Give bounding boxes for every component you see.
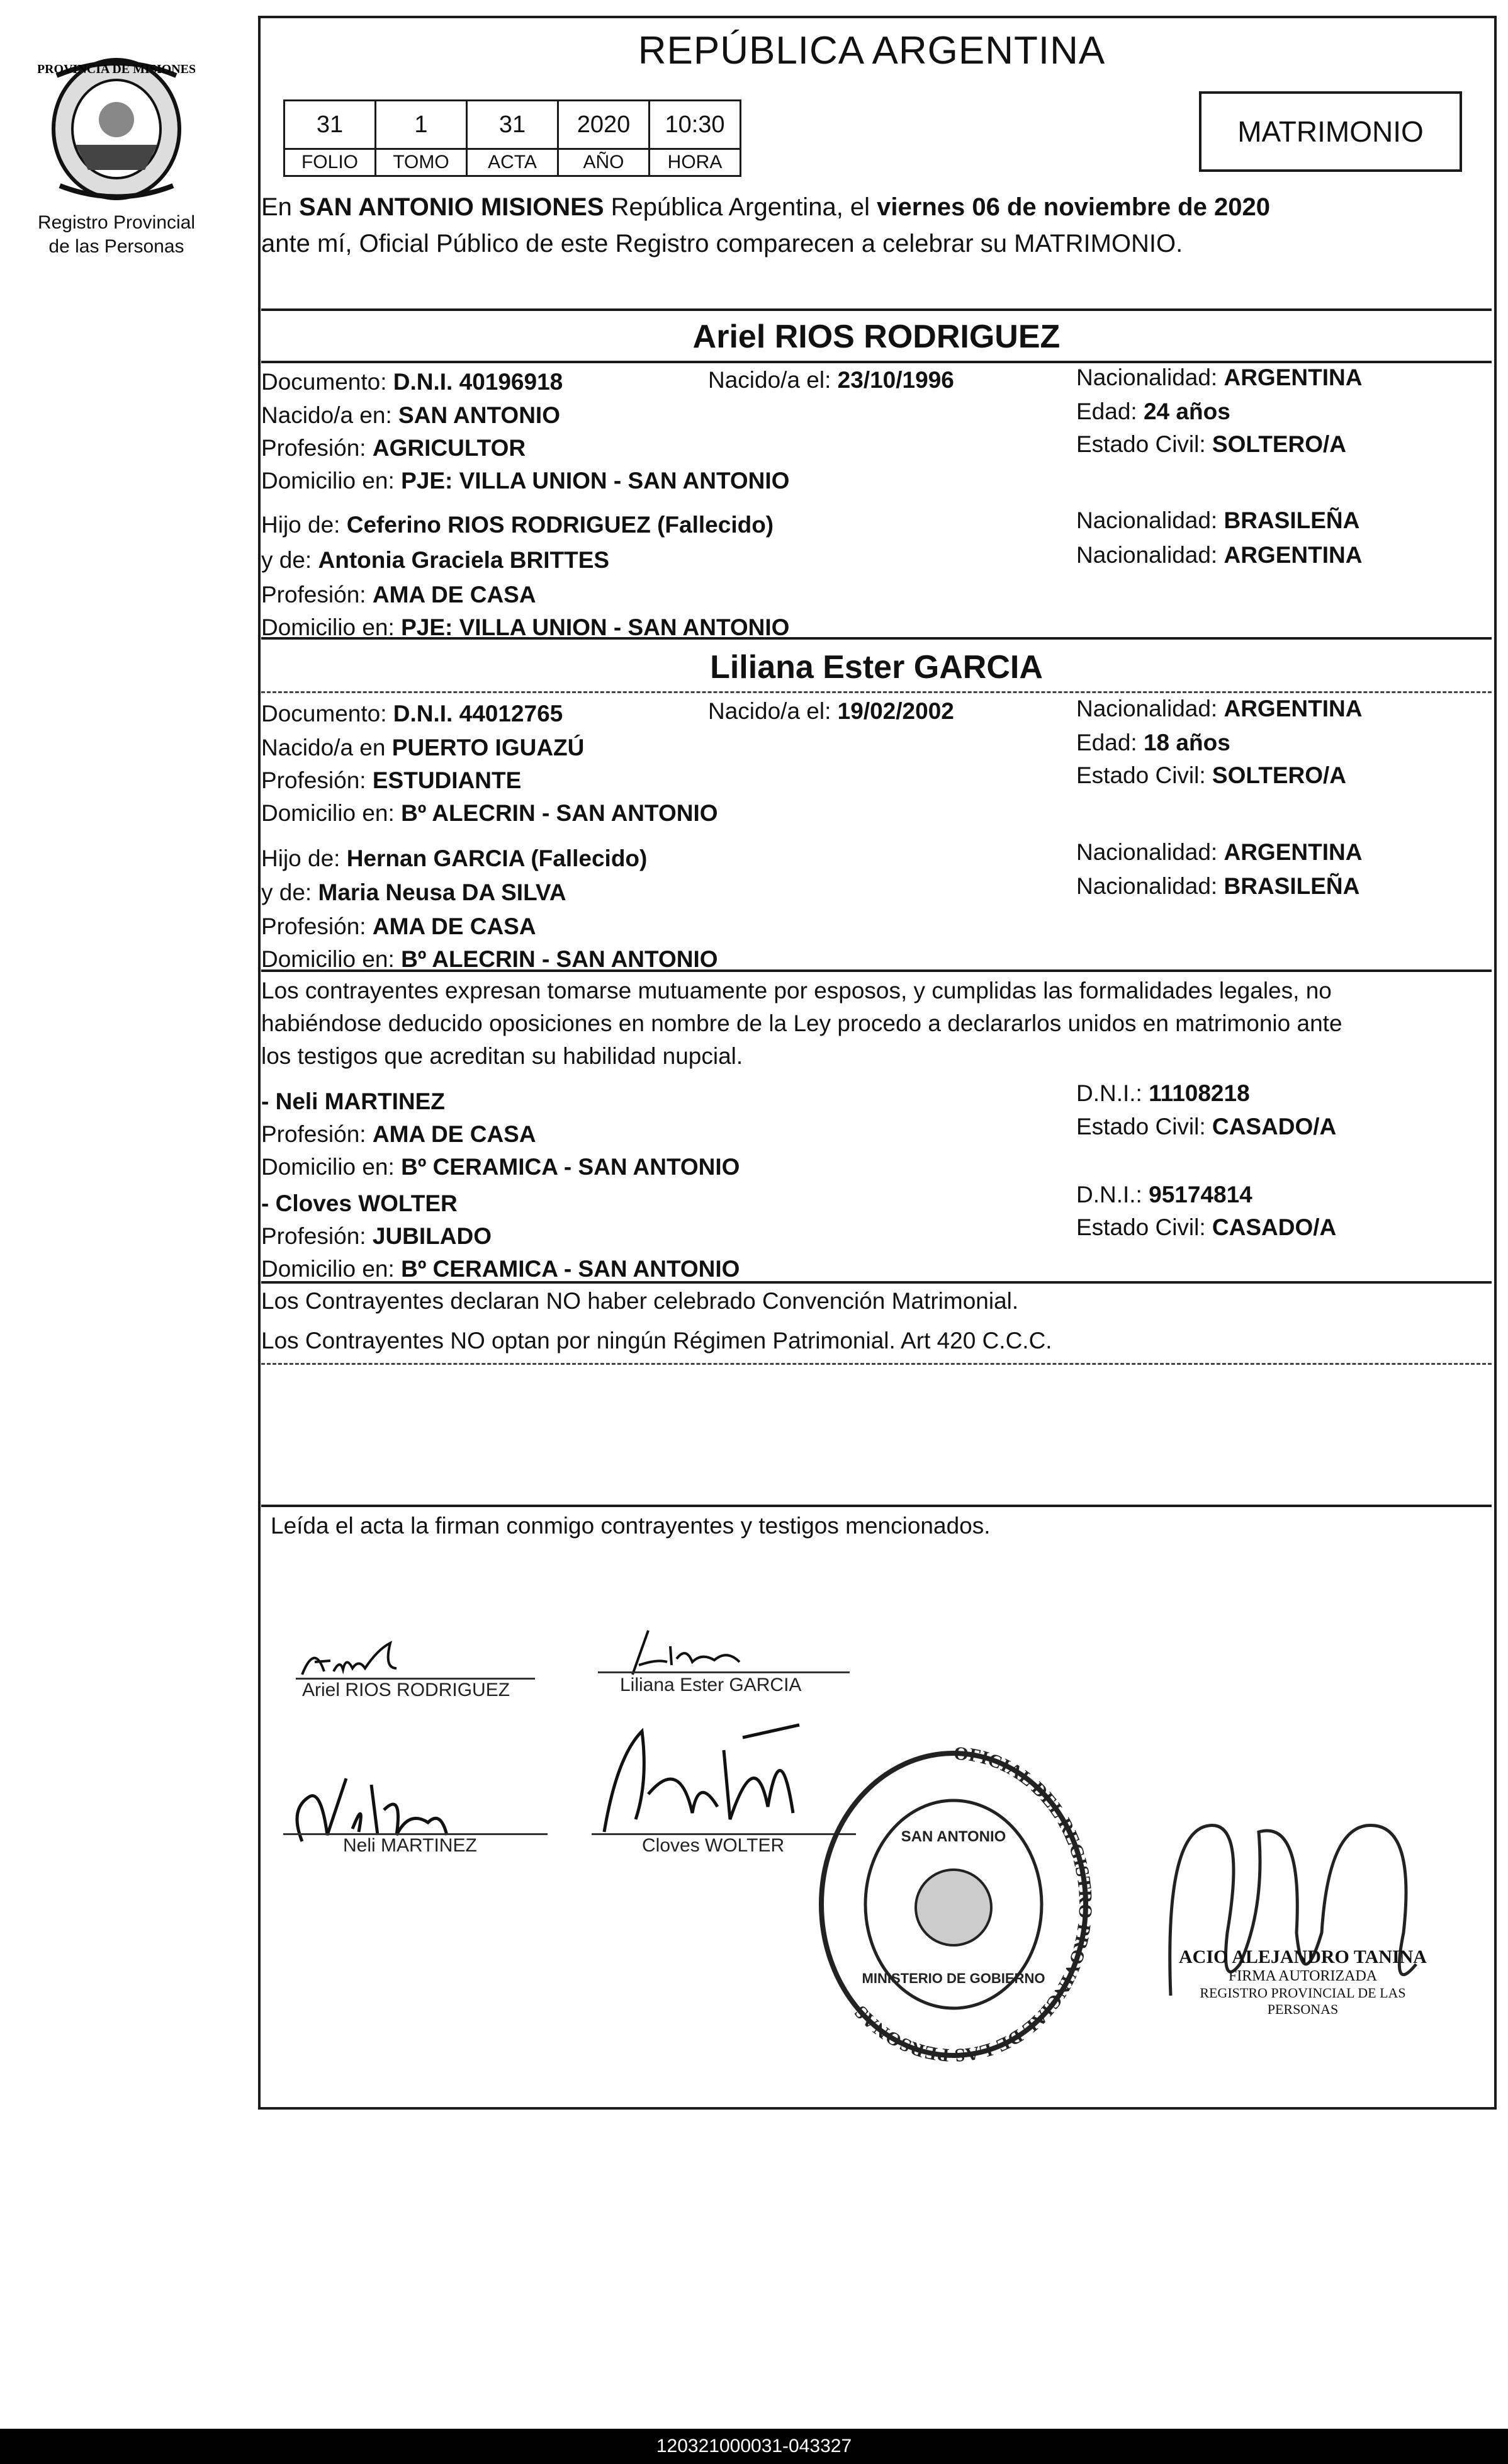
spouse1-mother-nationality: Nacionalidad: ARGENTINA bbox=[1076, 542, 1363, 568]
anio-value: 2020 bbox=[558, 101, 650, 149]
divider bbox=[261, 1505, 1492, 1507]
registry-logo bbox=[25, 50, 208, 259]
spouse2-age: Edad: 18 años bbox=[1076, 730, 1230, 755]
spouse1-documento: Documento: D.N.I. 40196918 bbox=[261, 369, 563, 395]
acta-value: 31 bbox=[467, 101, 558, 149]
spouse1-birthplace: Nacido/a en: SAN ANTONIO bbox=[261, 402, 560, 428]
intro-date: viernes 06 de noviembre de 2020 bbox=[877, 193, 1270, 221]
spouse1-birthdate: Nacido/a el: 23/10/1996 bbox=[708, 367, 954, 393]
closing-statement: Leída el acta la firman conmigo contrayentes y testigos mencionados. bbox=[271, 1513, 991, 1539]
divider bbox=[261, 308, 1492, 311]
witness2-name: - Cloves WOLTER bbox=[261, 1190, 458, 1216]
signature-name-neli: Neli MARTINEZ bbox=[343, 1835, 477, 1856]
acta-label: ACTA bbox=[467, 149, 558, 176]
spouse1-father-nationality: Nacionalidad: BRASILEÑA bbox=[1076, 507, 1360, 533]
spouse1-profession: Profesión: AGRICULTOR bbox=[261, 435, 526, 461]
spouse2-birthplace: Nacido/a en PUERTO IGUAZÚ bbox=[261, 735, 585, 760]
stamp-inner-text: SAN ANTONIO bbox=[901, 1828, 1006, 1845]
anio-label: AÑO bbox=[558, 149, 650, 176]
spouse2-father-nationality: Nacionalidad: ARGENTINA bbox=[1076, 839, 1363, 865]
divider bbox=[261, 1281, 1492, 1284]
witness1-civil-status: Estado Civil: CASADO/A bbox=[1076, 1114, 1337, 1139]
witness1-address: Domicilio en: Bº CERAMICA - SAN ANTONIO bbox=[261, 1154, 740, 1180]
folio-label: FOLIO bbox=[284, 149, 376, 176]
registry-name-line2: de las Personas bbox=[48, 236, 184, 257]
signature-name-ariel: Ariel RIOS RODRIGUEZ bbox=[302, 1680, 510, 1700]
spouse2-name: Liliana Ester GARCIA bbox=[710, 649, 1043, 686]
stamp-ministry-text: MINISTERIO DE GOBIERNO bbox=[862, 1970, 1045, 1986]
spouse2-birthdate: Nacido/a el: 19/02/2002 bbox=[708, 698, 954, 724]
spouse1-mother: y de: Antonia Graciela BRITTES bbox=[261, 547, 610, 573]
spouse2-profession: Profesión: ESTUDIANTE bbox=[261, 767, 522, 793]
signature-name-liliana: Liliana Ester GARCIA bbox=[620, 1675, 802, 1695]
signature-cloves-icon bbox=[592, 1719, 824, 1838]
spouse1-civil-status: Estado Civil: SOLTERO/A bbox=[1076, 431, 1347, 457]
spouse2-mother: y de: Maria Neusa DA SILVA bbox=[261, 879, 566, 905]
tomo-label: TOMO bbox=[376, 149, 467, 176]
witness2-civil-status: Estado Civil: CASADO/A bbox=[1076, 1214, 1337, 1240]
spouse2-address: Domicilio en: Bº ALECRIN - SAN ANTONIO bbox=[261, 800, 718, 826]
spouse1-parents-profession: Profesión: AMA DE CASA bbox=[261, 582, 536, 608]
spouse2-documento: Documento: D.N.I. 44012765 bbox=[261, 701, 563, 726]
spouse1-name: Ariel RIOS RODRIGUEZ bbox=[692, 319, 1061, 355]
witness1-name: - Neli MARTINEZ bbox=[261, 1088, 445, 1114]
witness1-dni: D.N.I.: 11108218 bbox=[1076, 1080, 1250, 1106]
page-title: REPÚBLICA ARGENTINA bbox=[638, 29, 1106, 72]
tomo-value: 1 bbox=[376, 101, 467, 149]
hora-value: 10:30 bbox=[650, 101, 741, 149]
emblem-lettering: PROVINCIA DE MISIONES bbox=[38, 62, 195, 76]
official-role: FIRMA AUTORIZADA bbox=[1228, 1968, 1378, 1984]
spouse2-civil-status: Estado Civil: SOLTERO/A bbox=[1076, 762, 1347, 788]
act-header-table bbox=[283, 99, 741, 177]
witness2-profession: Profesión: JUBILADO bbox=[261, 1223, 492, 1249]
divider bbox=[261, 1363, 1492, 1365]
stamp-ring-text: OFICIAL DEL REGISTRO PROVINCIAL DE LAS PERSONAS bbox=[850, 1743, 1096, 2062]
spouse2-parents-profession: Profesión: AMA DE CASA bbox=[261, 913, 536, 939]
divider bbox=[261, 361, 1492, 363]
act-type-box: MATRIMONIO bbox=[1199, 91, 1462, 172]
official-office: REGISTRO PROVINCIAL DE LAS PERSONAS bbox=[1200, 1985, 1406, 2017]
spouse2-parents-address: Domicilio en: Bº ALECRIN - SAN ANTONIO bbox=[261, 946, 718, 972]
spouse2-father: Hijo de: Hernan GARCIA (Fallecido) bbox=[261, 845, 648, 871]
note-regimen: Los Contrayentes NO optan por ningún Régimen Patrimonial. Art 420 C.C.C. bbox=[261, 1328, 1052, 1354]
witness1-profession: Profesión: AMA DE CASA bbox=[261, 1121, 536, 1147]
signature-line bbox=[598, 1671, 850, 1673]
witness2-dni: D.N.I.: 95174814 bbox=[1076, 1182, 1252, 1207]
declaration-paragraph: Los contrayentes expresan tomarse mutuamente por esposos, y cumplidas las formalidades legales, no habiéndose deducido oposiciones en nombre de la Ley procedo a declararlos unidos en matrimonio ante los testigos que acreditan su habilidad nupcial. bbox=[261, 978, 1342, 1069]
intro-paragraph: En SAN ANTONIO MISIONES República Argentina, el viernes 06 de noviembre de 2020 ante mí, Oficial Público de este Registro comparecen a celebrar su MATRIMONIO. bbox=[261, 189, 1270, 262]
spouse2-mother-nationality: Nacionalidad: BRASILEÑA bbox=[1076, 873, 1360, 899]
spouse1-age: Edad: 24 años bbox=[1076, 398, 1230, 424]
official-seal bbox=[1168, 1947, 1438, 2018]
document-code-bar: 120321000031-043327 bbox=[0, 2429, 1508, 2464]
divider bbox=[261, 969, 1492, 972]
spouse1-father: Hijo de: Ceferino RIOS RODRIGUEZ (Fallecido) bbox=[261, 512, 774, 538]
intro-place: SAN ANTONIO MISIONES bbox=[299, 193, 604, 221]
spouse1-parents-address: Domicilio en: PJE: VILLA UNION - SAN ANTONIO bbox=[261, 614, 790, 640]
folio-value: 31 bbox=[284, 101, 376, 149]
intro-line2: ante mí, Oficial Público de este Registro comparecen a celebrar su MATRIMONIO. bbox=[261, 230, 1183, 257]
witness2-address: Domicilio en: Bº CERAMICA - SAN ANTONIO bbox=[261, 1256, 740, 1282]
spouse2-nationality: Nacionalidad: ARGENTINA bbox=[1076, 696, 1363, 721]
signature-name-cloves: Cloves WOLTER bbox=[642, 1835, 785, 1856]
divider bbox=[261, 637, 1492, 640]
spouse1-nationality: Nacionalidad: ARGENTINA bbox=[1076, 365, 1363, 390]
registry-name-line1: Registro Provincial bbox=[37, 212, 196, 233]
official-name: ACIO ALEJANDRO TANINA bbox=[1179, 1947, 1427, 1967]
spouse1-address: Domicilio en: PJE: VILLA UNION - SAN ANTONIO bbox=[261, 468, 790, 494]
province-emblem-icon bbox=[38, 50, 195, 208]
note-convencion: Los Contrayentes declaran NO haber celebrado Convención Matrimonial. bbox=[261, 1288, 1019, 1314]
divider bbox=[261, 691, 1492, 693]
hora-label: HORA bbox=[650, 149, 741, 176]
registry-stamp-icon bbox=[809, 1734, 1098, 2062]
